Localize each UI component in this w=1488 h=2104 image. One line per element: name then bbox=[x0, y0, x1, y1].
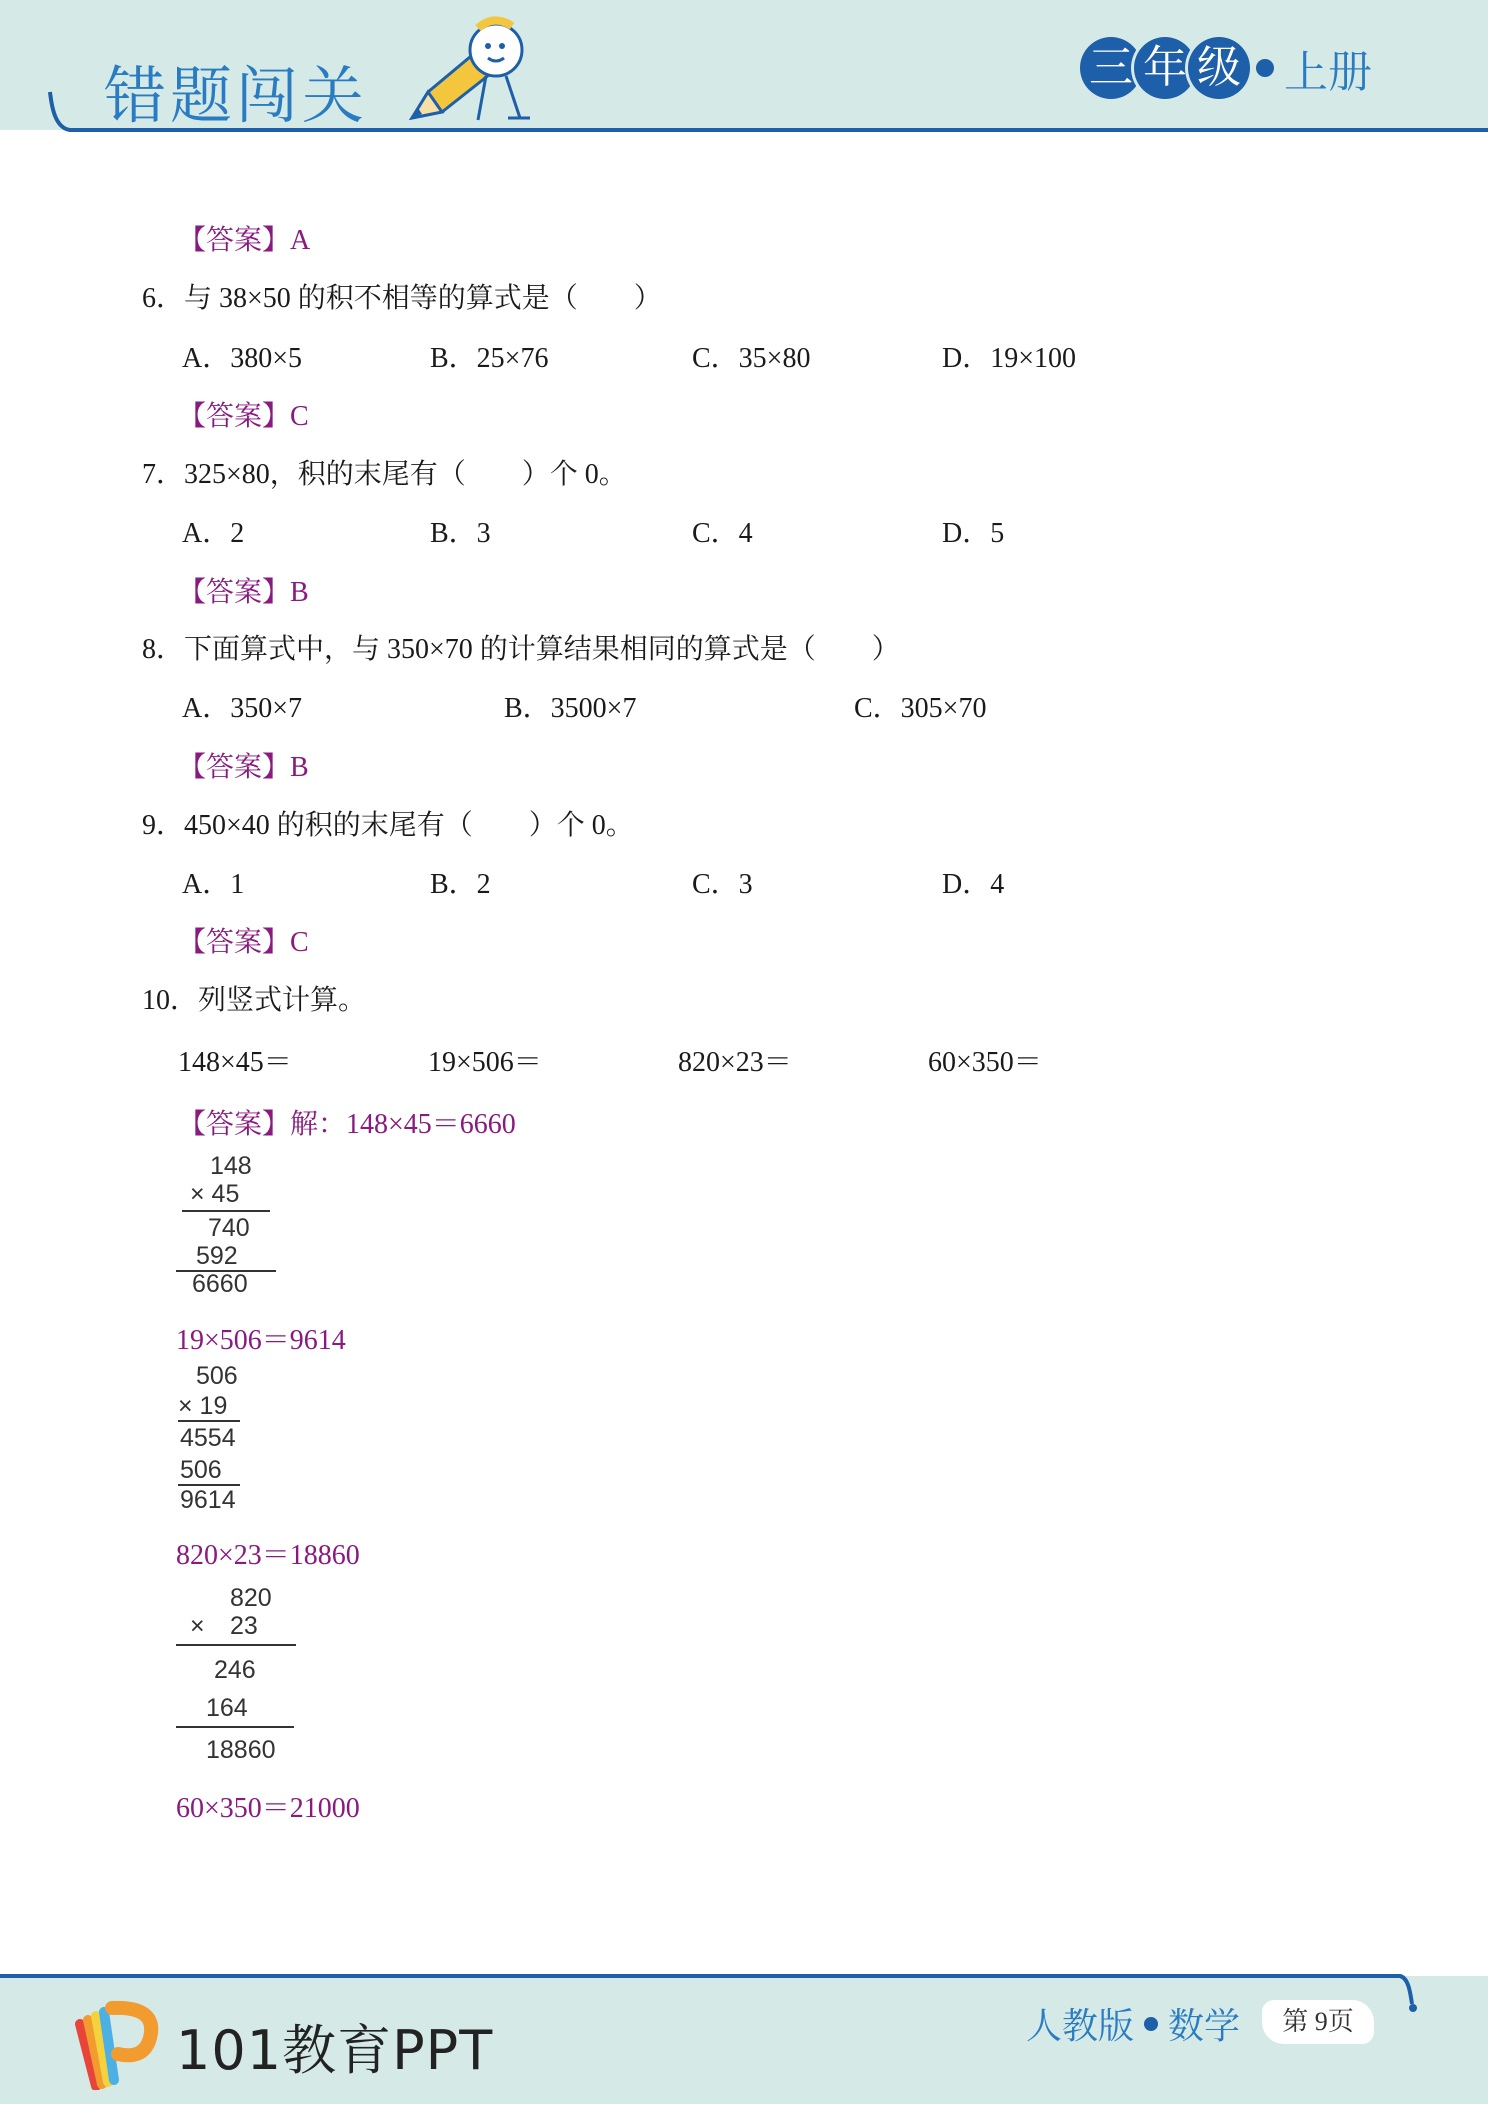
option-b: B．2 bbox=[430, 869, 491, 900]
option-c: C．4 bbox=[692, 518, 753, 549]
vertical-calculation bbox=[176, 1148, 286, 1298]
partial-product: 4554 bbox=[180, 1424, 236, 1452]
answer-7: 【答案】B bbox=[178, 577, 309, 608]
edition-dot bbox=[1144, 2017, 1158, 2031]
question-9: 9．450×40 的积的末尾有（ ）个 0。 bbox=[142, 810, 634, 841]
expression: 148×45＝ bbox=[178, 1047, 292, 1078]
brand-logo-text: 101教育PPT bbox=[176, 2019, 494, 2082]
vertical-calculation bbox=[176, 1580, 306, 1770]
multiplicand: 820 bbox=[230, 1584, 272, 1612]
partial-product: 740 bbox=[208, 1214, 250, 1242]
answer-6: 【答案】C bbox=[178, 401, 309, 432]
multiplier: × 19 bbox=[178, 1392, 228, 1420]
vertical-calculation bbox=[176, 1358, 266, 1518]
option-b: B．3500×7 bbox=[504, 693, 637, 724]
logo-icon bbox=[66, 1994, 162, 2090]
volume-label: 上册 bbox=[1284, 47, 1372, 98]
question-7: 7．325×80，积的末尾有（ ）个 0。 bbox=[142, 459, 627, 490]
vertical-rule bbox=[176, 1726, 294, 1728]
expression: 19×506＝ bbox=[428, 1047, 542, 1078]
answer-10: 【答案】解：148×45＝6660 bbox=[178, 1109, 516, 1140]
subject-label: 数学 bbox=[1168, 2006, 1241, 2047]
grade-char: 三 bbox=[1080, 37, 1142, 99]
product: 9614 bbox=[180, 1486, 236, 1514]
option-c: C．3 bbox=[692, 869, 753, 900]
multiplicand: 506 bbox=[196, 1362, 238, 1390]
question-10: 10．列竖式计算。 bbox=[142, 985, 367, 1016]
partial-product: 246 bbox=[214, 1656, 256, 1684]
vertical-rule bbox=[176, 1644, 296, 1646]
option-a: A．380×5 bbox=[182, 343, 303, 374]
multiply-sign: × bbox=[190, 1612, 205, 1640]
option-a: A．2 bbox=[182, 518, 245, 549]
multiplier: × 45 bbox=[190, 1180, 240, 1208]
option-d: D．4 bbox=[942, 869, 1005, 900]
answer-8: 【答案】B bbox=[178, 752, 309, 783]
partial-product: 164 bbox=[206, 1694, 248, 1722]
option-c: C．305×70 bbox=[854, 693, 987, 724]
grade-badge bbox=[1080, 32, 1372, 104]
pencil-mascot-icon bbox=[408, 14, 544, 124]
answer-5: 【答案】A bbox=[178, 225, 311, 256]
partial-product: 506 bbox=[180, 1456, 222, 1484]
option-d: D．19×100 bbox=[942, 343, 1077, 374]
result-line: 60×350＝21000 bbox=[176, 1793, 360, 1824]
multiplicand: 148 bbox=[210, 1152, 252, 1180]
partial-product: 592 bbox=[196, 1242, 238, 1270]
option-b: B．25×76 bbox=[430, 343, 549, 374]
result-line: 19×506＝9614 bbox=[176, 1325, 346, 1356]
multiplier: 23 bbox=[230, 1612, 258, 1640]
grade-char: 年 bbox=[1134, 37, 1196, 99]
expression: 60×350＝ bbox=[928, 1047, 1042, 1078]
result-line: 820×23＝18860 bbox=[176, 1540, 360, 1571]
option-d: D．5 bbox=[942, 518, 1005, 549]
page-number: 第 9页 bbox=[1262, 2000, 1374, 2044]
option-c: C．35×80 bbox=[692, 343, 811, 374]
answer-9: 【答案】C bbox=[178, 927, 309, 958]
expression: 820×23＝ bbox=[678, 1047, 792, 1078]
option-a: A．1 bbox=[182, 869, 245, 900]
section-title: 错题闯关 bbox=[104, 59, 369, 132]
product: 6660 bbox=[192, 1270, 248, 1298]
vertical-rule bbox=[182, 1210, 270, 1212]
option-a: A．350×7 bbox=[182, 693, 303, 724]
grade-dot bbox=[1256, 59, 1274, 77]
grade-char: 级 bbox=[1188, 37, 1250, 99]
publisher-label: 人教版 bbox=[1026, 2006, 1135, 2047]
option-b: B．3 bbox=[430, 518, 491, 549]
vertical-rule bbox=[178, 1420, 240, 1422]
question-8: 8．下面算式中，与 350×70 的计算结果相同的算式是（ ） bbox=[142, 634, 900, 665]
question-6: 6．与 38×50 的积不相等的算式是（ ） bbox=[142, 283, 662, 314]
product: 18860 bbox=[206, 1736, 276, 1764]
edition-label bbox=[1026, 1998, 1240, 2049]
